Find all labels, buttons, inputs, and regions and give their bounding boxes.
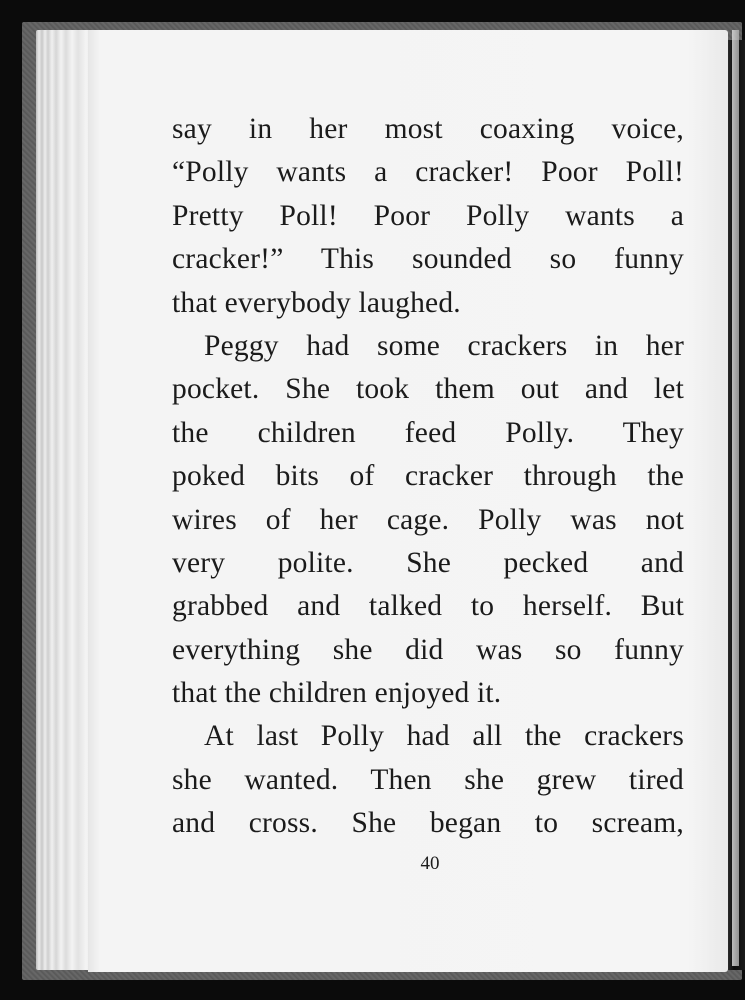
text-line: poked bits of cracker through the: [172, 460, 684, 493]
text-line: very polite. She pecked and: [172, 546, 684, 579]
text-line: “Polly wants a cracker! Poor Poll!: [172, 156, 684, 189]
page-edges: [36, 30, 94, 970]
text-line: the children feed Polly. They: [172, 416, 684, 449]
text-line: grabbed and talked to herself. But: [172, 590, 684, 623]
text-line: she wanted. Then she grew tired: [172, 763, 684, 796]
text-line: that the children enjoyed it.: [172, 677, 502, 710]
body-text: [172, 108, 684, 846]
text-line: that everybody laughed.: [172, 286, 461, 319]
text-line: everything she did was so funny: [172, 633, 684, 666]
page-number: 40: [420, 853, 440, 874]
text-line: wires of her cage. Polly was not: [172, 503, 684, 536]
text-line: and cross. She began to scream,: [172, 807, 684, 840]
next-page-edge: [732, 30, 739, 966]
text-line: cracker!” This sounded so funny: [172, 243, 684, 276]
text-line: say in her most coaxing voice,: [172, 113, 684, 145]
text-line: Peggy had some crackers in her: [204, 329, 684, 362]
text-line: Pretty Poll! Poor Polly wants a: [172, 199, 684, 232]
text-line: At last Polly had all the crackers: [204, 720, 684, 753]
text-line: pocket. She took them out and let: [172, 373, 684, 406]
